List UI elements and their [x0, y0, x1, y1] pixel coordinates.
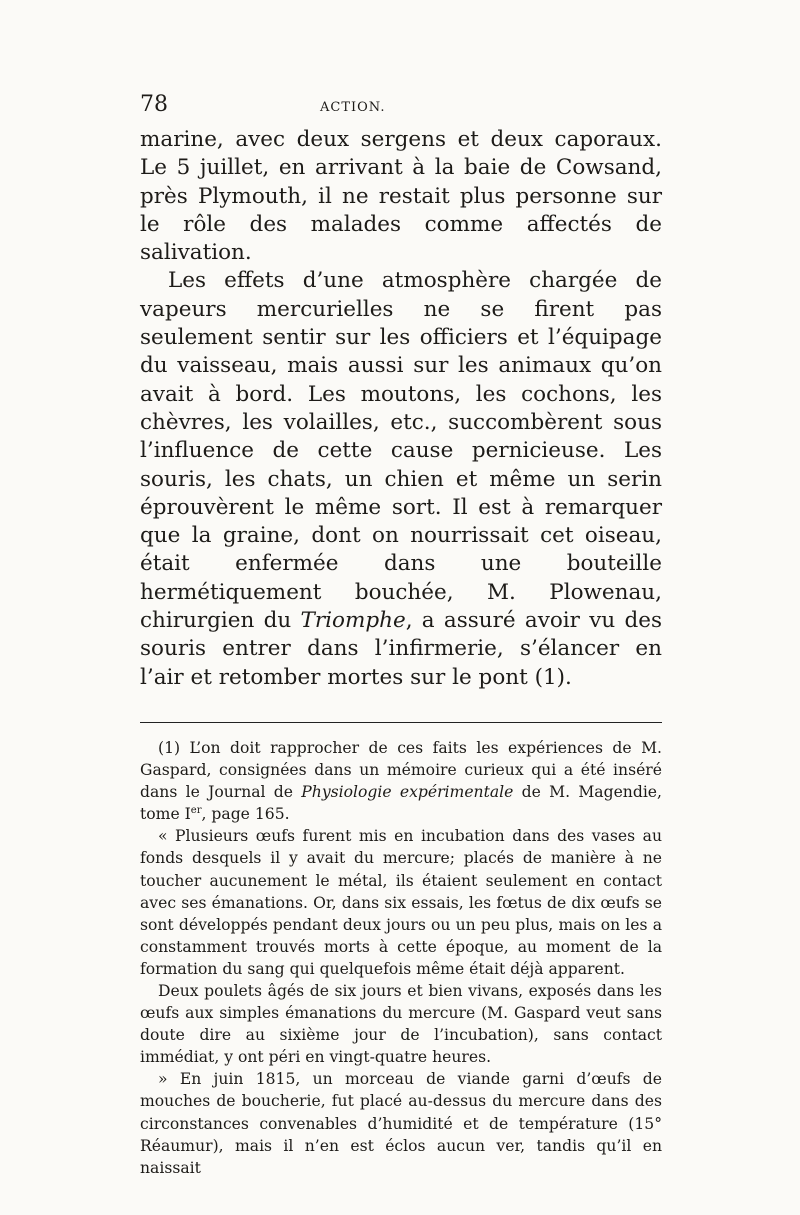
quote-paragraph-3: » En juin 1815, un morceau de viande garni d’œufs de mouches de boucherie, fut placé au-dessus du mercure dans des circonstances convenables d’humidité et de température (15° Réaumur), mais il n’en est éclos aucun ver, tandis qu’il en naissait: [140, 1070, 662, 1177]
quote-paragraph-2: Deux poulets âgés de six jours et bien vivans, exposés dans les œufs aux simples émanations du mercure (M. Gaspard veut sans doute dire au sixième jour de l’incubation), sans contact immédiat, y ont péri en vingt-quatre heures.: [140, 981, 662, 1067]
paragraph-2: [140, 267, 662, 691]
page-number: 78: [140, 92, 168, 117]
footnote-1: [140, 737, 662, 825]
paragraph-1: marine, avec deux sergens et deux caporaux. Le 5 juillet, en arrivant à la baie de Cowsand, près Plymouth, il ne restait plus personne sur le rôle des malades comme affectés de salivation.: [140, 127, 662, 266]
footnote-divider: [140, 722, 662, 723]
footnote-1-part-2: de M. Magendie, tome I: [140, 783, 662, 824]
footnote-1-part-1: (1) L’on doit rapprocher de ces faits les expériences de M. Gaspard, consignées dans un mémoire curieux qui a été inséré dans le Journal de: [140, 738, 662, 802]
footnotes: [140, 737, 662, 1179]
paragraph-2-part-2: , a assuré avoir vu des souris entrer dans l’infirmerie, s’élancer en l’air et retomber mortes sur le pont (1).: [140, 608, 663, 690]
footnote-1-superscript: er: [190, 805, 202, 817]
running-head: [140, 92, 662, 126]
book-page: [140, 92, 662, 1179]
ship-name: Triomphe: [300, 608, 406, 634]
paragraph-2-part-1: Les effets d’une atmosphère chargée de vapeurs mercurielles ne se firent pas seulement sentir sur les officiers et l’équipage du vaisseau, mais aussi sur les animaux qu’on avait à bord. Les moutons, les cochons, les chèvres, les volailles, etc., succombèrent sous l’influence de cette cause pernicieuse. Les souris, les chats, un chien et même un serin éprouvèrent le même sort. Il est à remarquer que la graine, dont on nourrissait cet oiseau, était enfermée dans une bouteille hermétiquement bouchée, M. Plowenau, chirurgien du: [140, 268, 662, 634]
running-title: ACTION.: [320, 100, 386, 115]
footnote-1-part-3: , page 165.: [201, 805, 290, 824]
main-text: [140, 126, 662, 692]
journal-title: Physiologie expérimentale: [301, 783, 514, 802]
quote-paragraph-1: « Plusieurs œufs furent mis en incubation dans des vases au fonds desquels il y avait du mercure; placés de manière à ne toucher aucunement le métal, ils étaient seulement en contact avec ses émanations. Or, dans six essais, les fœtus de dix œufs se sont développés pendant deux jours ou un peu plus, mais on les a constamment trouvés morts à cette époque, au moment de la formation du sang qui quelquefois même était déjà apparent.: [140, 827, 662, 978]
